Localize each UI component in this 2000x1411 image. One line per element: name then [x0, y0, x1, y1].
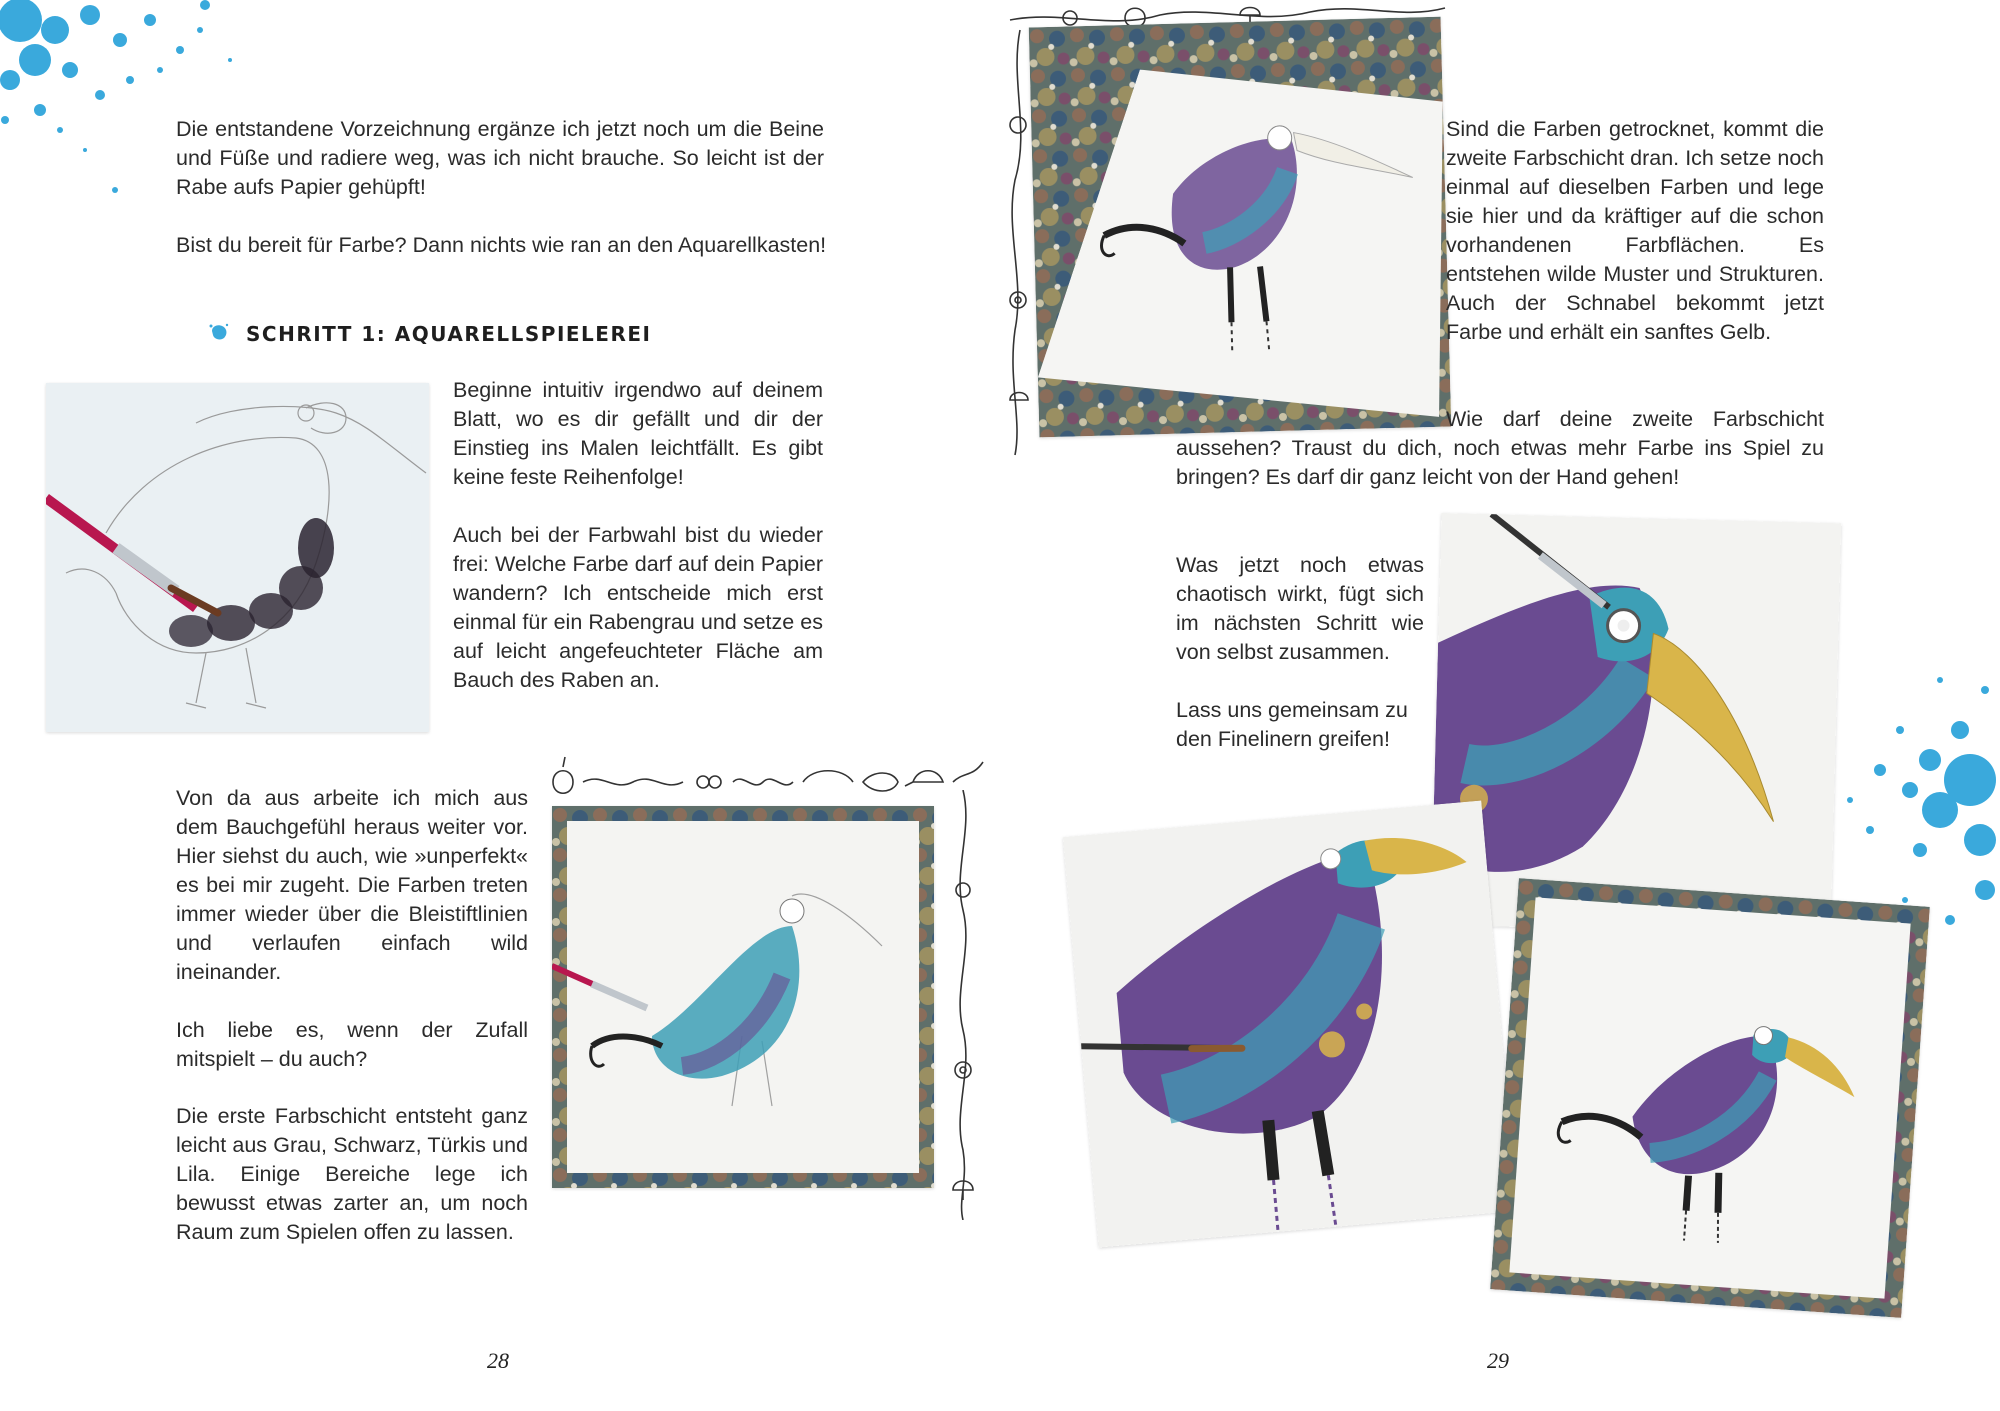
photo-beak-closeup [1431, 513, 1842, 935]
leaf-doodle-border [543, 742, 988, 812]
hedgehog-icon [905, 771, 943, 786]
step-paragraph-2: Auch bei der Farbwahl bist du wieder frei: Welche Farbe darf auf dein Papier wandern? Ich entscheide mich erst einmal für ein Rabengrau und setze es auf leicht angefeuchteter Fläche am Bauch des Raben an. [453, 523, 823, 692]
apple-icon [956, 883, 970, 897]
paragraph-fineliner: Lass uns gemeinsam zu den Finelinern greifen! [1176, 698, 1408, 751]
paragraph-chaotic: Was jetzt noch etwas chaotisch wirkt, fügt sich im nächsten Schritt wie von selbst zusammen. [1176, 553, 1424, 664]
page-number: 28 [487, 1348, 509, 1373]
right-page [1000, 0, 2000, 1411]
paragraph-question: Wie darf deine zweite Farbschicht aussehen? Traust du dich, noch etwas mehr Farbe ins Spiel zu bringen? Es darf dir ganz leicht von der Hand gehen! [1176, 407, 1824, 489]
paint-splash-icon [1810, 650, 2000, 960]
bottom-paragraph-1: Von da aus arbeite ich mich aus dem Bauchgefühl heraus weiter vor. Hier siehst du auch, wie »unperfekt« es bei mir zugeht. Die Farben treten immer wieder über die Bleistiftlinien und verlaufen einfach wild ineinander. [176, 786, 528, 984]
photo-first-layer [552, 806, 934, 1188]
leaf-doodle-border [938, 790, 988, 1220]
intro-paragraph: Die entstandene Vorzeichnung ergänze ich jetzt noch um die Beine und Füße und radiere weg, was ich nicht brauche. So leicht ist der Rabe aufs Papier gehüpft! [176, 117, 824, 199]
photo-raven-body [1063, 800, 1517, 1247]
spiral-icon [955, 1062, 971, 1078]
paragraph-second-layer: Sind die Farben getrocknet, kommt die zweite Farbschicht dran. Ich setze noch einmal auf dieselben Farben und lege sie hier und da kräftiger auf die schon vorhandenen Farbflächen. Es entstehen wilde Muster und Strukturen. Auch der Schnabel bekommt jetzt Farbe und erhält ein sanftes Gelb. [1446, 117, 1824, 344]
step-heading: SCHRITT 1: AQUARELLSPIELEREI [246, 322, 652, 346]
intro-paragraph-question: Bist du bereit für Farbe? Dann nichts wie ran an den Aquarellkasten! [176, 233, 827, 257]
step-paragraph-1: Beginne intuitiv irgendwo auf deinem Blatt, wo es dir gefällt und dir der Einstieg ins Malen leichtfällt. Es gibt keine feste Reihenfolge! [453, 378, 823, 489]
photo-first-strokes [46, 383, 429, 732]
pumpkin-icon [553, 757, 573, 793]
page-number: 29 [1487, 1348, 1509, 1373]
mushroom-icon [1240, 8, 1260, 23]
bottom-paragraph-3: Die erste Farbschicht entsteht ganz leicht aus Grau, Schwarz, Türkis und Lila. Einige Bereiche lege ich bewusst etwas zarter an, um noch Raum zum Spielen offen zu lassen. [176, 1104, 528, 1244]
paint-splash-icon [209, 322, 229, 342]
photo-second-layer [1029, 17, 1452, 438]
bottom-paragraph-2: Ich liebe es, wenn der Zufall mitspielt – du auch? [176, 1018, 528, 1071]
apple-icon [1010, 117, 1026, 133]
